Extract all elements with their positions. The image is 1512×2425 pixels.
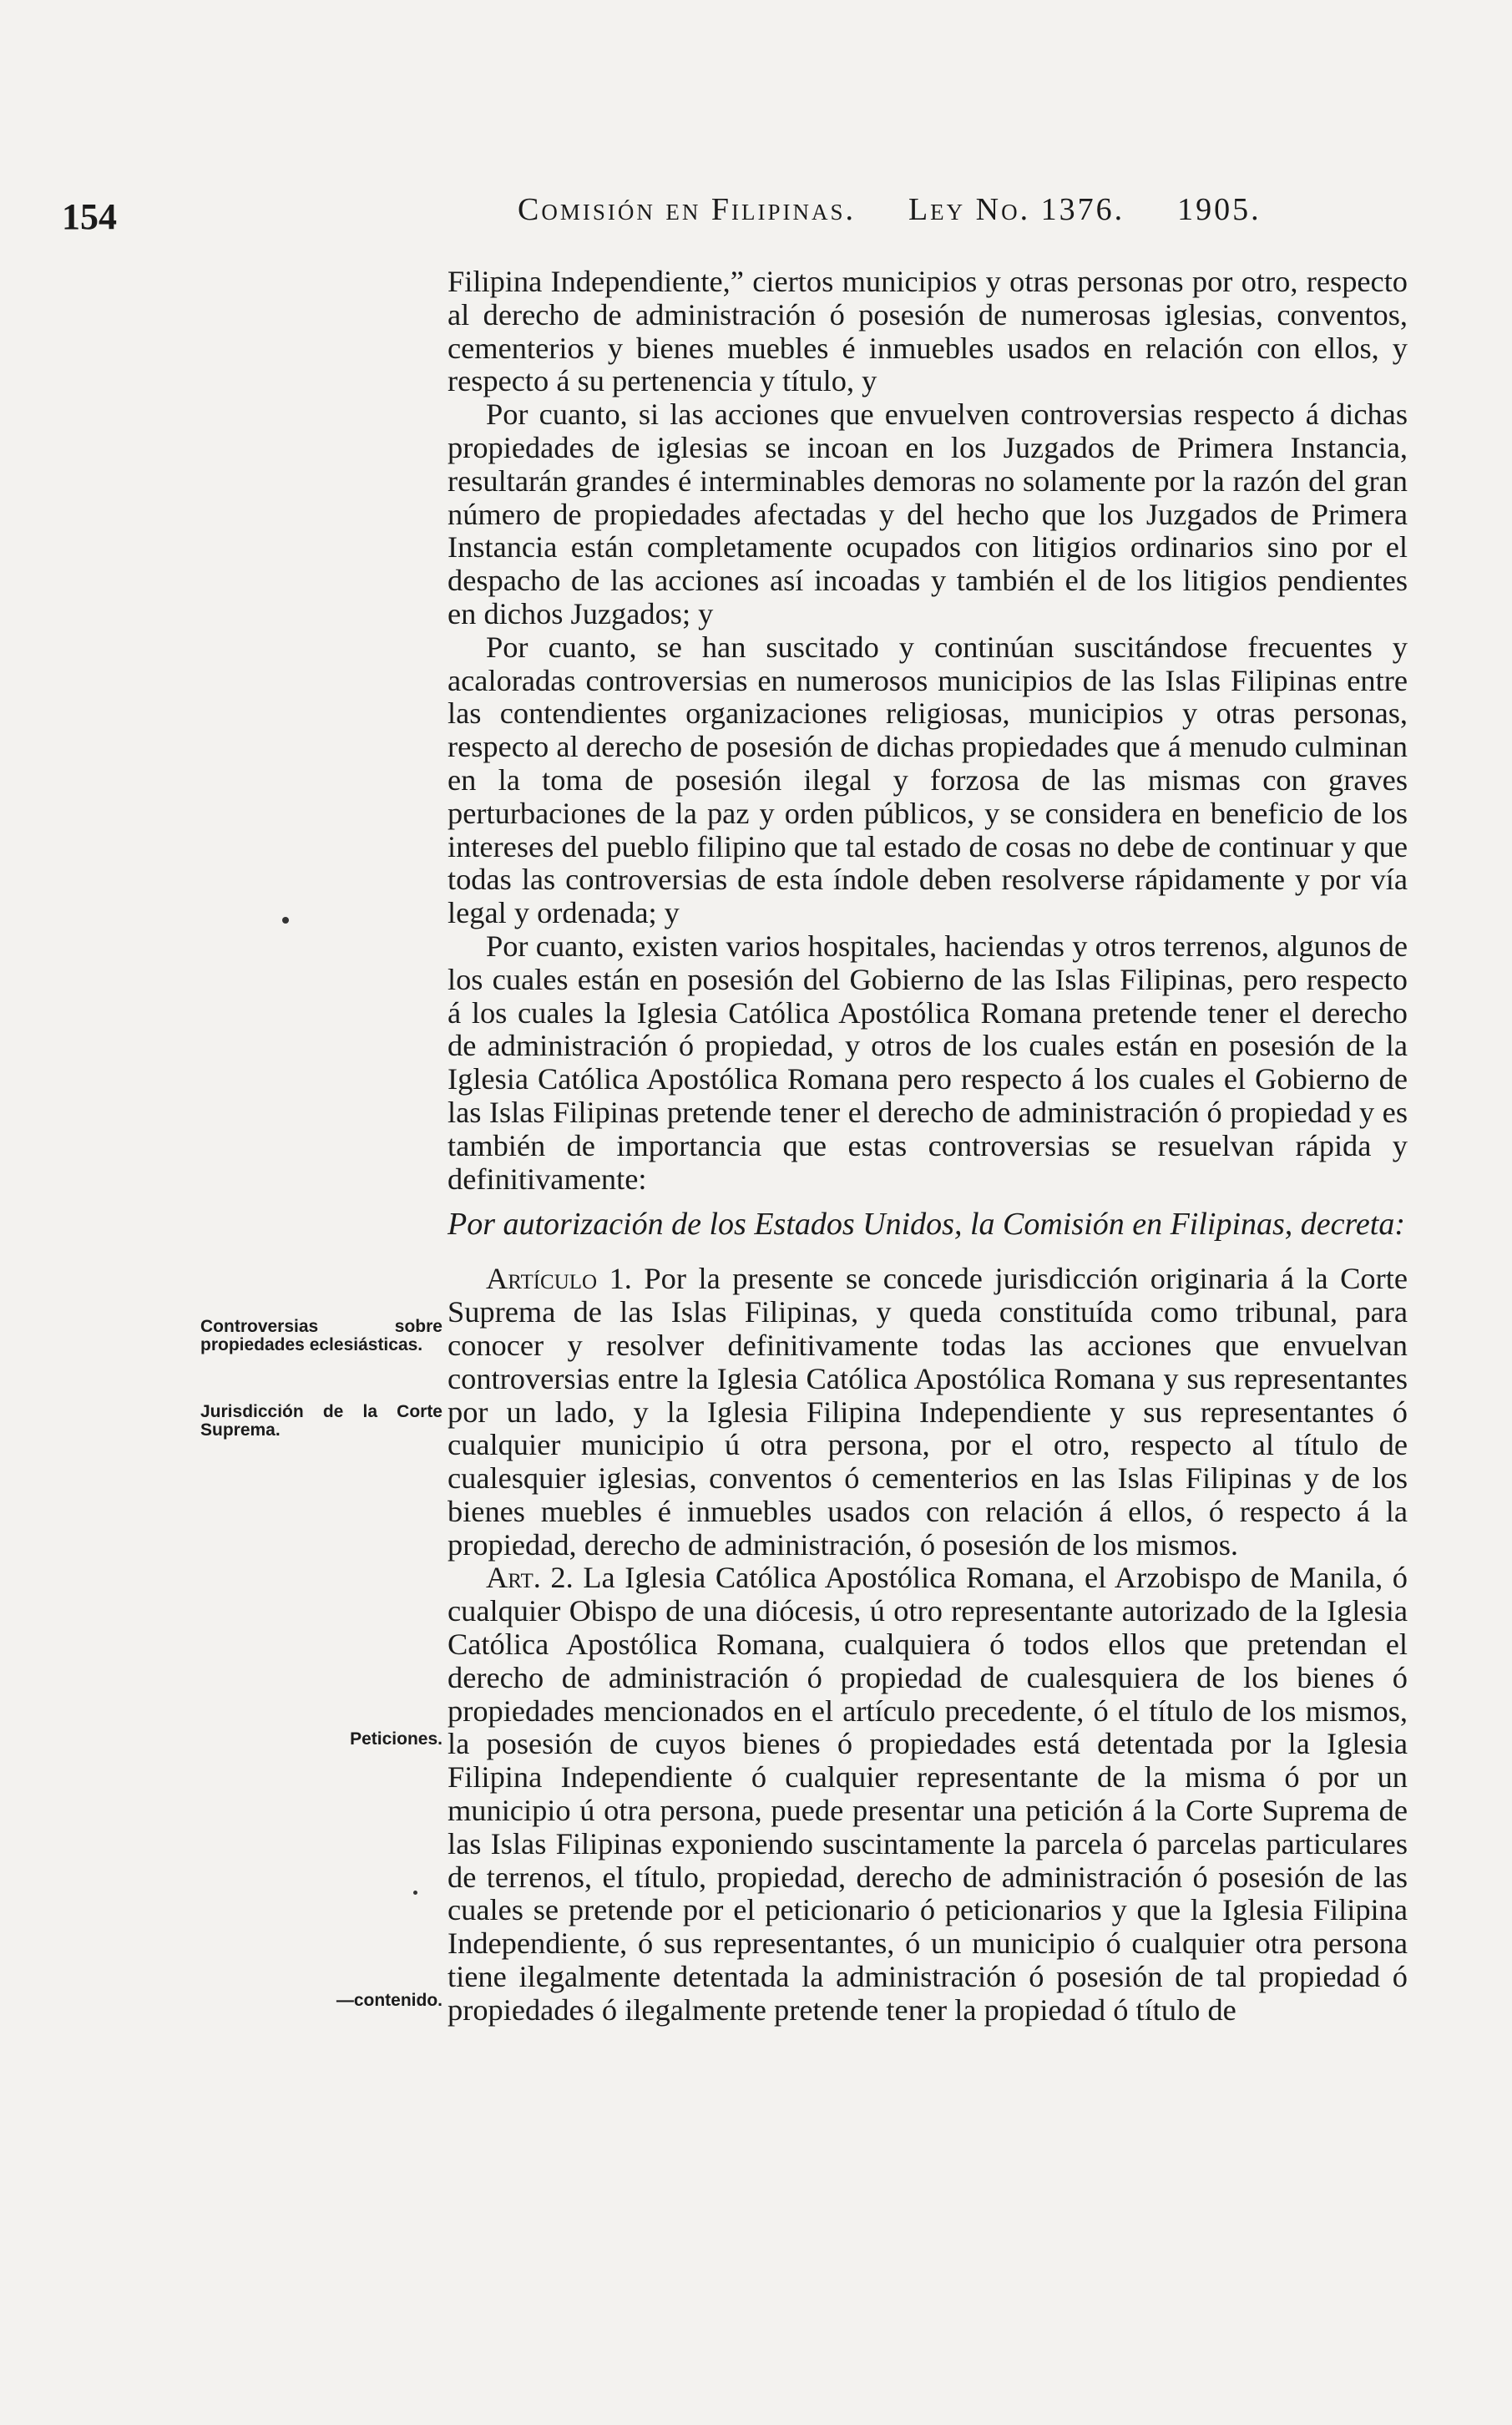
paragraph-whereas-1: Por cuanto, si las acciones que envuelven controversias respecto á dichas propiedades de iglesias se incoan en los Juzgados de Primera Instancia, resultarán grandes é interminables demoras no solamente por la razón del gran número de propiedades afectadas y del hecho que los Juzgados de Primera Instancia están completamente ocupados con litigios ordinarios sino por el despacho de las acciones así incoadas y también el de los litigios pendientes en dichos Juzgados; y bbox=[448, 397, 1408, 630]
sidenote-contenido: —contenido. bbox=[336, 1991, 442, 2010]
body-text bbox=[448, 266, 1408, 2028]
page-number: 154 bbox=[62, 196, 117, 237]
article-2 bbox=[448, 1562, 1408, 2027]
print-speck bbox=[413, 1891, 417, 1895]
article-1-text: Por la presente se concede jurisdicción originaria á la Corte Suprema de las Islas Filipinas, y queda constituída como tribunal, para conocer y resolver definitivamente todas las acciones que envuelvan controversias entre la Iglesia Católica Apostólica Romana y sus representantes por un lado, y la Iglesia Filipina Independiente y sus representantes ó cualquier municipio ú otra persona, por el otro, respecto al título de cualesquier iglesias, conventos ó cementerios en las Islas Filipinas y de los bienes muebles é inmuebles usados con relación á ellos, ó respecto á la propiedad, derecho de administración, ó posesión de los mismos. bbox=[448, 1262, 1408, 1562]
article-2-label: Art. 2. bbox=[486, 1561, 574, 1595]
article-1 bbox=[448, 1263, 1408, 1562]
paragraph-continuation: Filipina Independiente,” ciertos municipios y otras personas por otro, respecto al derecho de administración ó posesión de numerosas iglesias, conventos, cementerios y bienes muebles é inmuebles usados en relación con ellos, y respecto á su pertenencia y título, y bbox=[448, 265, 1408, 398]
sidenote-peticiones: Peticiones. bbox=[350, 1729, 442, 1749]
print-speck bbox=[282, 917, 289, 924]
running-head bbox=[518, 194, 1403, 225]
paragraph-whereas-2: Por cuanto, se han suscitado y continúan suscitándose frecuentes y acaloradas controversias en numerosos municipios de las Islas Filipinas entre las contendientes organizaciones religiosas, municipios y otras personas, respecto al derecho de posesión de dichas propiedades que á menudo culminan en la toma de posesión ilegal y forzosa de las mismas con graves perturbaciones de la paz y orden públicos, y se considera en beneficio de los intereses del pueblo filipino que tal estado de cosas no debe de continuar y que todas las controversias de esta índole deben resolverse rápidamente y por vía legal y ordenada; y bbox=[448, 630, 1408, 930]
running-head-title: Comisión en Filipinas. bbox=[518, 192, 856, 227]
article-1-label: Artículo 1. bbox=[486, 1262, 632, 1296]
sidenote-controversias: Controversias sobre propiedades eclesiásticas. bbox=[200, 1317, 442, 1354]
running-head-year: 1905. bbox=[1177, 192, 1262, 227]
sidenote-jurisdiccion: Jurisdicción de la Corte Suprema. bbox=[200, 1402, 442, 1440]
enacting-clause: Por autorización de los Estados Unidos, la Comisión en Filipinas, decreta: bbox=[448, 1207, 1405, 1243]
running-head-law: Ley No. 1376. bbox=[908, 192, 1125, 227]
paragraph-whereas-3: Por cuanto, existen varios hospitales, haciendas y otros terrenos, algunos de los cuales están en posesión del Gobierno de las Islas Filipinas, pero respecto á los cuales la Iglesia Católica Apostólica Romana pretende tener el derecho de administración ó propiedad, y otros de los cuales están en posesión de la Iglesia Católica Apostólica Romana pero respecto á los cuales el Gobierno de las Islas Filipinas pretende tener el derecho de administración ó propiedad y es también de importancia que estas controversias se resuelvan rápida y definitivamente: bbox=[448, 929, 1408, 1196]
article-2-text: La Iglesia Católica Apostólica Romana, el Arzobispo de Manila, ó cualquier Obispo de una diócesis, ú otro representante autorizado de la Iglesia Católica Apostólica Romana, cualquiera ó todos ellos que pretendan el derecho de administración ó propiedad de cualesquiera de los bienes ó propiedades mencionados en el artículo precedente, ó el título de los mismos, la posesión de cuyos bienes ó propiedades está detentada por la Iglesia Filipina Independiente ó cualquier representante de la misma ó por un municipio ú otra persona, puede presentar una petición á la Corte Suprema de las Islas Filipinas exponiendo suscintamente la parcela ó parcelas particulares de terrenos, el título, propiedad, derecho de administración ó posesión de las cuales se pretende por el peticionario ó peticionarios y que la Iglesia Filipina Independiente, ó sus representantes, ó un municipio ó cualquier otra persona tiene ilegalmente detentada la administración ó posesión de tal propiedad ó propiedades ó ilegalmente pretende tener la propiedad ó título de bbox=[448, 1561, 1408, 2027]
